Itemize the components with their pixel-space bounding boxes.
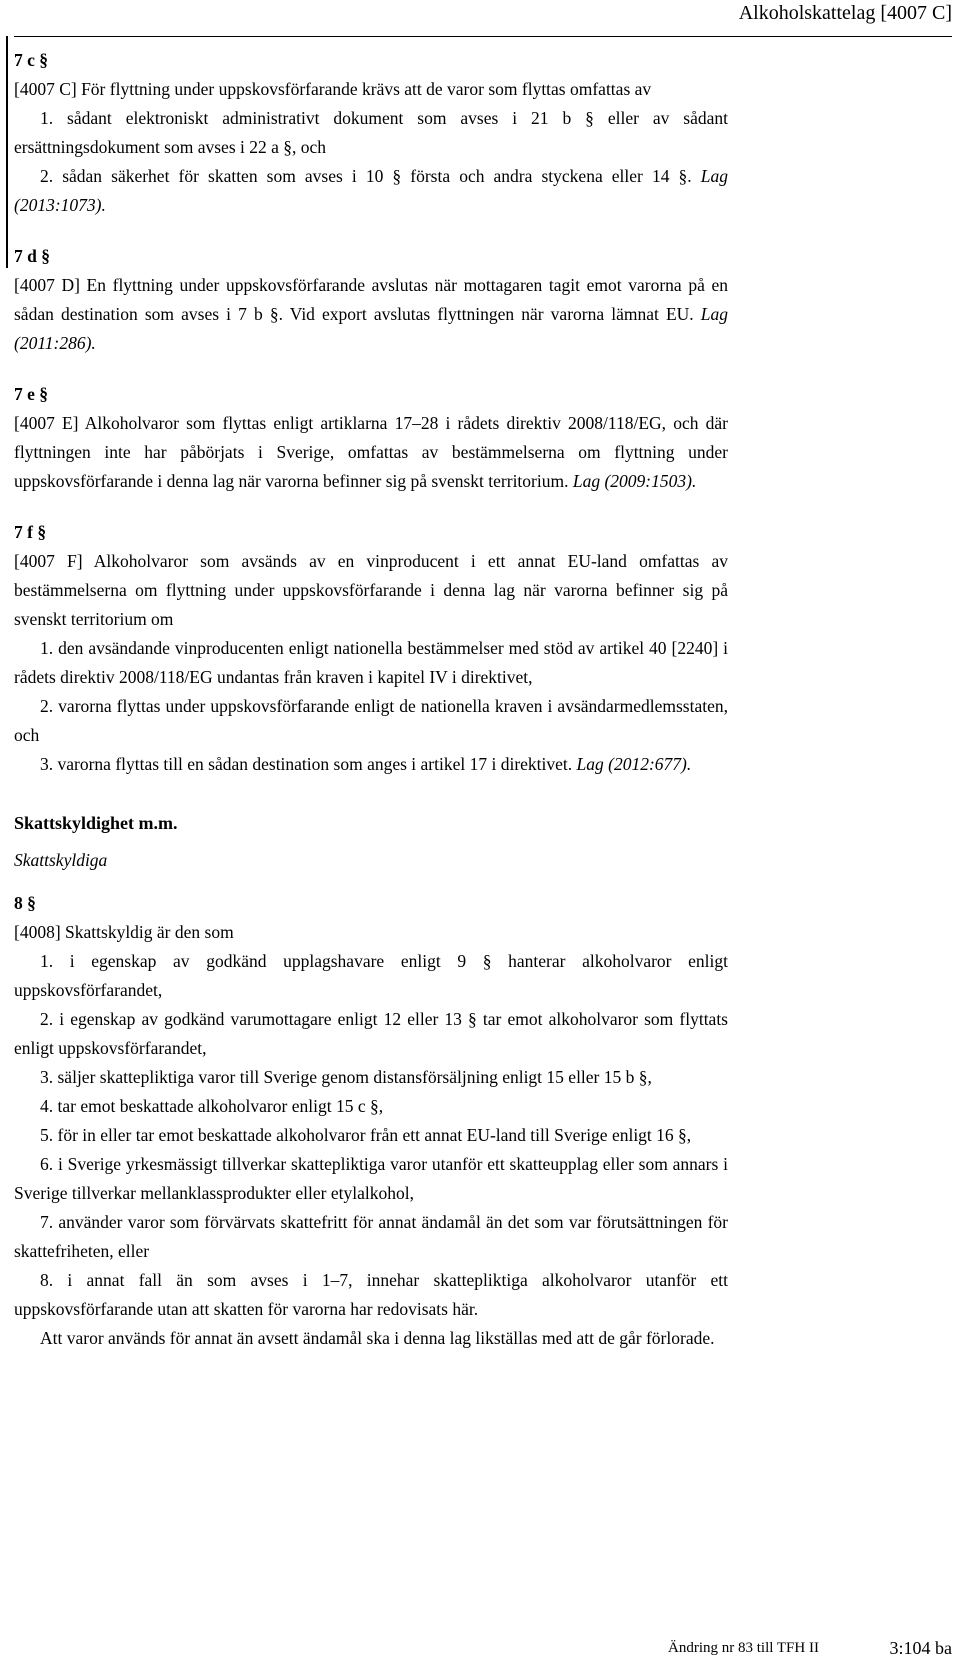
paragraph [14,1208,728,1266]
paragraph [14,634,728,692]
section-7d [14,242,728,358]
law-reference: Lag (2012:677). [576,754,692,774]
paragraph [14,162,728,220]
section-8 [14,889,728,1353]
paragraph-text: [4008] Skattskyldig är den som [14,922,234,942]
paragraph-text: Att varor används för annat än avsett ändamål ska i denna lag likställas med att de går förlorade. [40,1328,715,1348]
paragraph-text: 1. i egenskap av godkänd upplagshavare enligt 9 § hanterar alkoholvaror enligt uppskovsförfarandet, [14,951,728,1000]
paragraph [14,104,728,162]
paragraph [14,750,728,779]
section-heading: 8 § [14,893,36,913]
paragraph-text: 3. säljer skattepliktiga varor till Sverige genom distansförsäljning enligt 15 eller 15 b §, [40,1067,652,1087]
paragraph [14,1005,728,1063]
header-rule [14,36,952,37]
paragraph-text: 1. sådant elektroniskt administrativt dokument som avses i 21 b § eller av sådant ersättningsdokument som avses i 22 a §, och [14,108,728,157]
paragraph [14,1150,728,1208]
paragraph-text: 1. den avsändande vinproducenten enligt nationella bestämmelser med stöd av artikel 40 [2240] i rådets direktiv 2008/118/EG undantas från kraven i kapitel IV i direktivet, [14,638,728,687]
chapter-subheading: Skattskyldiga [14,850,108,870]
paragraph-text: 4. tar emot beskattade alkoholvaror enligt 15 c §, [40,1096,384,1116]
section-heading: 7 f § [14,522,47,542]
paragraph-text: [4007 E] Alkoholvaror som flyttas enligt artiklarna 17–28 i rådets direktiv 2008/118/EG, och där flyttningen inte har påbörjats i Sverige, omfattas av bestämmelserna om flyttning under uppskovsförfarande i denna lag när varorna befinner sig på svenskt territorium. [14,413,728,491]
paragraph [14,271,728,358]
paragraph-text: 2. i egenskap av godkänd varumottagare enligt 12 eller 13 § tar emot alkoholvaror som flyttats enligt uppskovsförfarandet, [14,1009,728,1058]
law-reference: Lag (2013:1073). [14,166,728,215]
footer-page-number: 3:104 ba [889,1638,952,1658]
paragraph-text: 5. för in eller tar emot beskattade alkoholvaror från ett annat EU-land till Sverige enligt 16 §, [40,1125,692,1145]
chapter-heading: Skattskyldighet m.m. [14,813,178,833]
paragraph [14,947,728,1005]
paragraph-text: 2. sådan säkerhet för skatten som avses i 10 § första och andra styckena eller 14 §. [40,166,692,186]
paragraph [14,1121,728,1150]
sections-container [14,46,728,779]
paragraph [14,547,728,634]
section-heading: 7 e § [14,384,49,404]
paragraph [14,1063,728,1092]
footer-amendment: Ändring nr 83 till TFH II [668,1640,819,1656]
document-body [14,46,728,1353]
section-7f [14,518,728,779]
paragraph-text: [4007 D] En flyttning under uppskovsförfarande avslutas när mottagaren tagit emot varorna på en sådan destination som avses i 7 b §. Vid export avslutas flyttningen när varorna lämnat EU. [14,275,728,324]
paragraph-text: 8. i annat fall än som avses i 1–7, innehar skattepliktiga alkoholvaror utanför ett uppskovsförfarande utan att skatten för varorna har redovisats här. [14,1270,728,1319]
paragraph-text: 3. varorna flyttas till en sådan destination som anges i artikel 17 i direktivet. [40,754,573,774]
paragraph [14,1266,728,1324]
paragraph-text: [4007 F] Alkoholvaror som avsänds av en vinproducent i ett annat EU-land omfattas av bestämmelserna om flyttning under uppskovsförfarande i denna lag när varorna befinner sig på svenskt territorium om [14,551,728,629]
section-7e [14,380,728,496]
paragraph [14,918,728,947]
paragraph [14,692,728,750]
paragraph-text: 7. använder varor som förvärvats skattefritt för annat ändamål än det som var förutsättningen för skattefriheten, eller [14,1212,728,1261]
law-reference: Lag (2011:286). [14,304,728,353]
paragraph [14,1324,728,1353]
section-7c [14,46,728,220]
law-reference: Lag (2009:1503). [572,471,697,491]
paragraph [14,75,728,104]
section-8-paragraphs [14,918,728,1353]
section-heading: 7 d § [14,246,50,266]
paragraph-text: [4007 C] För flyttning under uppskovsförfarande krävs att de varor som flyttas omfattas av [14,79,652,99]
paragraph-text: 6. i Sverige yrkesmässigt tillverkar skattepliktiga varor utanför ett skatteupplag eller som annars i Sverige tillverkar mellanklassprodukter eller etylalkohol, [14,1154,728,1203]
section-heading: 7 c § [14,50,49,70]
paragraph-text: 2. varorna flyttas under uppskovsförfarande enligt de nationella kraven i avsändarmedlemsstaten, och [14,696,728,745]
running-header: Alkoholskattelag [4007 C] [738,2,952,24]
paragraph [14,409,728,496]
paragraph [14,1092,728,1121]
change-bar [6,36,8,268]
